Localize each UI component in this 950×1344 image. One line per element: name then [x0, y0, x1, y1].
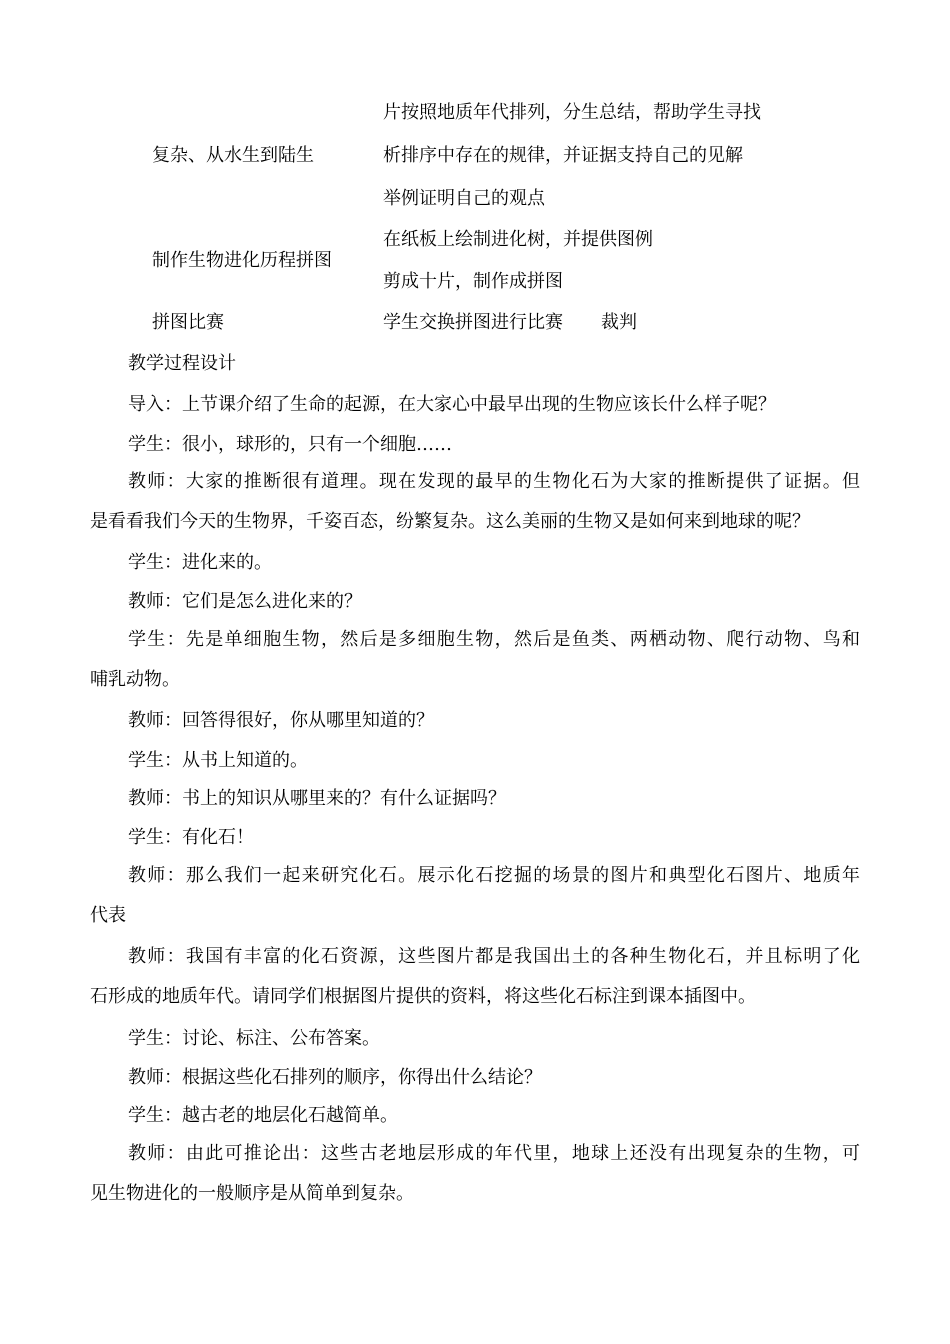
table-cell-right: 片按照地质年代排列，分生总结，帮助学生寻找: [383, 102, 761, 123]
dialogue-line: 学生：进化来的。: [128, 552, 272, 573]
section-title: 教学过程设计: [128, 353, 236, 374]
table-cell-right: 举例证明自己的观点: [383, 188, 545, 209]
dialogue-line: 哺乳动物。: [90, 669, 180, 690]
dialogue-line: 教师：大家的推断很有道理。现在发现的最早的生物化石为大家的推断提供了证据。但: [128, 471, 860, 492]
dialogue-line: 教师：根据这些化石排列的顺序，你得出什么结论？: [128, 1067, 542, 1088]
dialogue-line: 导入：上节课介绍了生命的起源，在大家心中最早出现的生物应该长什么样子呢？: [128, 394, 776, 415]
dialogue-line: 学生：先是单细胞生物，然后是多细胞生物，然后是鱼类、两栖动物、爬行动物、鸟和: [128, 629, 860, 650]
dialogue-paragraph: [90, 631, 860, 689]
dialogue-line: 代表: [90, 905, 126, 926]
dialogue-line: 学生：越古老的地层化石越简单。: [128, 1105, 398, 1126]
dialogue-line: 学生：从书上知道的。: [128, 750, 308, 771]
dialogue-line: 教师：那么我们一起来研究化石。展示化石挖掘的场景的图片和典型化石图片、地质年: [128, 865, 860, 886]
dialogue-paragraph: [90, 867, 860, 925]
dialogue-paragraph: [90, 473, 860, 531]
table-cell-left: 制作生物进化历程拼图: [152, 250, 332, 271]
dialogue-line: 学生：很小，球形的，只有一个细胞……: [128, 434, 452, 455]
table-cell-right: 析排序中存在的规律，并证据支持自己的见解: [383, 145, 743, 166]
activity-table: [0, 0, 950, 340]
dialogue-line: 学生：有化石！: [128, 827, 254, 848]
dialogue-line: 教师：它们是怎么进化来的？: [128, 591, 362, 612]
dialogue-line: 学生：讨论、标注、公布答案。: [128, 1028, 380, 1049]
dialogue-paragraph: [90, 948, 860, 1006]
dialogue-line: 是看看我们今天的生物界，千姿百态，纷繁复杂。这么美丽的生物又是如何来到地球的呢？: [90, 511, 810, 532]
dialogue-paragraph: [90, 1145, 860, 1203]
dialogue-line: 教师：回答得很好，你从哪里知道的？: [128, 710, 434, 731]
dialogue-line: 见生物进化的一般顺序是从简单到复杂。: [90, 1183, 414, 1204]
table-cell-extra: 裁判: [601, 312, 637, 333]
dialogue-line: 教师：我国有丰富的化石资源，这些图片都是我国出土的各种生物化石，并且标明了化: [128, 946, 860, 967]
dialogue-line: 石形成的地质年代。请同学们根据图片提供的资料，将这些化石标注到课本插图中。: [90, 986, 756, 1007]
dialogue-line: 教师：书上的知识从哪里来的？有什么证据吗？: [128, 788, 506, 809]
table-cell-left: 拼图比赛: [152, 312, 224, 333]
table-cell-right: 剪成十片，制作成拼图: [383, 271, 563, 292]
table-cell-right: 在纸板上绘制进化树，并提供图例: [383, 229, 653, 250]
dialogue-line: 教师：由此可推论出：这些古老地层形成的年代里，地球上还没有出现复杂的生物，可: [128, 1143, 860, 1164]
table-cell-left: 复杂、从水生到陆生: [152, 145, 314, 166]
table-cell-right: 学生交换拼图进行比赛: [383, 312, 563, 333]
